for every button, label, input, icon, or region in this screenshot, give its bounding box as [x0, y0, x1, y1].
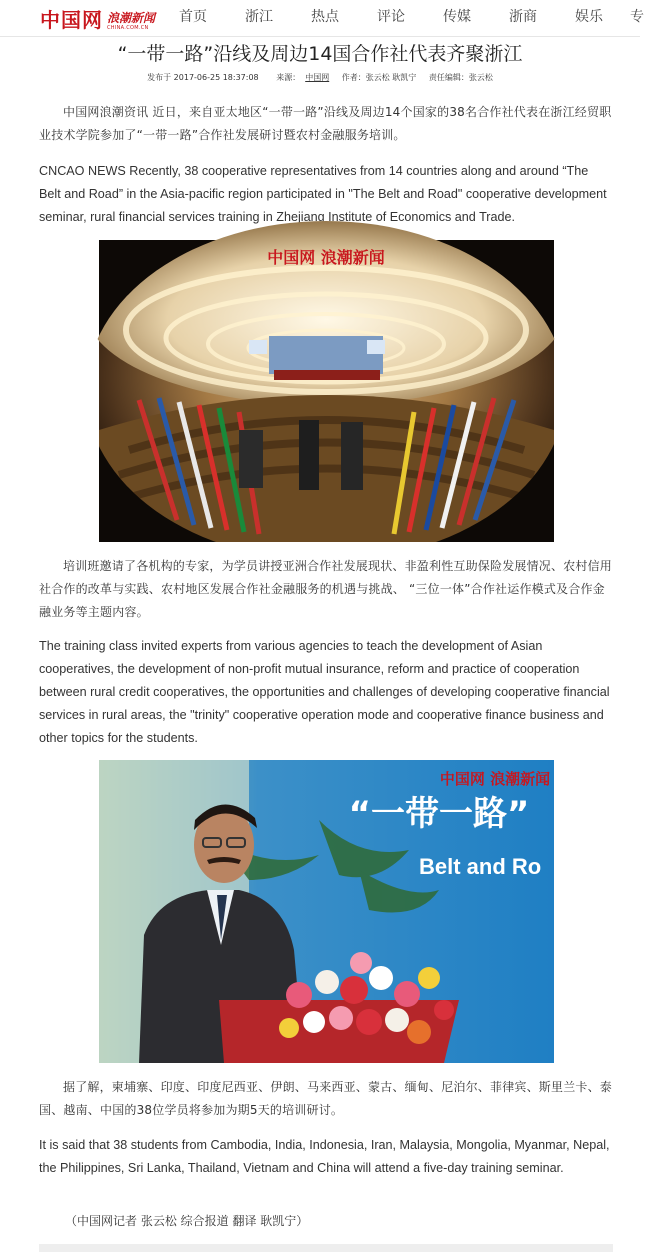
paragraph-en-3: It is said that 38 students from Cambodia, India, Indonesia, Iran, Malaysia, Mongolia, Myanmar, Nepal, the Philippines, Sri Lanka, Thailand, Vietnam and China will attend a five-day training seminar. [39, 1138, 610, 1175]
logo-sub-cn: 浪潮新闻 [107, 11, 156, 25]
conference-hall-image [99, 240, 554, 542]
site-logo[interactable] [40, 5, 155, 31]
photo2-watermark: 中国网 浪潮新闻 [439, 770, 551, 788]
photo1-watermark: 中国网 浪潮新闻 [267, 248, 385, 267]
nav-entertainment[interactable]: 娱乐 [575, 9, 603, 25]
nav-comment[interactable]: 评论 [377, 9, 405, 25]
editor-field: 责任编辑：张云松 [428, 73, 493, 82]
paragraph-cn-1: 中国网浪潮资讯 近日，来自亚太地区“一带一路”沿线及周边14个国家的38名合作社代表在浙江经贸职业技术学院参加了“一带一路”合作社发展研讨暨农村金融服务培训。 [39, 105, 612, 142]
publish-time: 发布于 2017-06-25 18:37:08 [147, 73, 259, 82]
nav-hot[interactable]: 热点 [311, 9, 339, 25]
source-field [271, 73, 329, 82]
paragraph-en-2: The training class invited experts from various agencies to teach the development of Asian cooperatives, the development of non-profit mutual insurance, reform and practice of cooperation between rural credit cooperatives, the opportunities and challenges of developing cooperative financial services in rural areas, the "trinity" cooperative operation mode and cooperative finance business and other topics for the students. [39, 639, 610, 745]
logo-sub-en: CHINA.COM.CN [107, 25, 149, 31]
top-nav-bar [0, 0, 644, 37]
photo2-banner-en: Belt and Ro [419, 854, 542, 879]
author-field: 作者：张云松 耿凯宁 [341, 73, 417, 82]
footer-divider [39, 1244, 613, 1252]
paragraph-en-1: CNCAO NEWS Recently, 38 cooperative representatives from 14 countries along and around “The Belt and Road” in the Asia-pacific region participated in "The Belt and Road" cooperative development seminar, rural financial services training in Zhejiang Institute of Economics and Trade. [39, 164, 607, 224]
logo-sub [107, 12, 155, 31]
nav-zhejiang[interactable]: 浙江 [245, 9, 273, 25]
main-nav [160, 0, 660, 36]
paragraph-cn-3: 据了解，柬埔寨、印度、印度尼西亚、伊朗、马来西亚、蒙古、缅甸、尼泊尔、菲律宾、斯里兰卡、泰国、越南、中国的38位学员将参加为期5天的培训研讨。 [39, 1080, 613, 1117]
reporter-credit: （中国网记者 张云松 综合报道 翻译 耿凯宁） [65, 1214, 309, 1228]
nav-media[interactable]: 传媒 [443, 9, 471, 25]
nav-home[interactable]: 首页 [179, 9, 207, 25]
paragraph-cn-2: 培训班邀请了各机构的专家，为学员讲授亚洲合作社发展现状、非盈利性互助保险发展情况、农村信用社合作的改革与实践、农村地区发展合作社金融服务的机遇与挑战、 “三位一体”合作社运作模式及合作金融业务等主题内容。 [39, 559, 613, 619]
article-meta [0, 72, 640, 84]
photo-speaker [99, 760, 554, 1063]
nav-special[interactable]: 专 [630, 9, 644, 25]
photo-conference-hall [99, 240, 554, 542]
source-link[interactable]: 中国网 [305, 73, 330, 82]
source-label: 来源： [276, 73, 301, 82]
photo2-banner-cn: “一带一路” [348, 794, 530, 834]
logo-main-text: 中国网 [40, 8, 103, 32]
article-title: “一带一路”沿线及周边14国合作社代表齐聚浙江 [117, 43, 523, 65]
nav-business[interactable]: 浙商 [509, 9, 537, 25]
speaker-image [99, 760, 554, 1063]
